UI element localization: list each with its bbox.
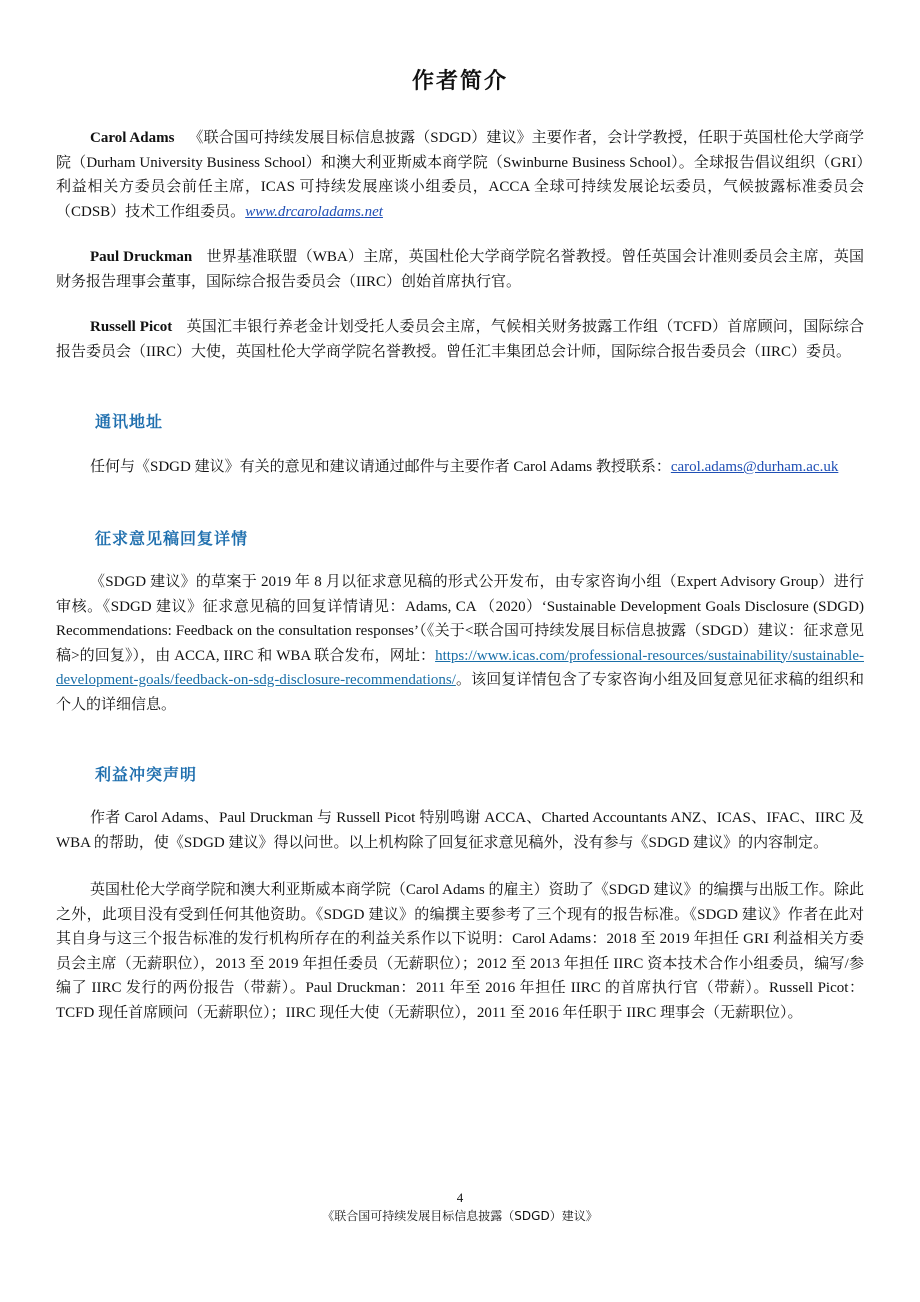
consultation-heading: 征求意见稿回复详情 — [95, 529, 249, 548]
author-bio-carol-adams — [56, 126, 864, 224]
conflict-paragraph-2: 英国杜伦大学商学院和澳大利亚斯威本商学院（Carol Adams 的雇主）资助了《SDGD 建议》的编撰与出版工作。除此之外，此项目没有受到任何其他资助。《SDGD 建议》的编撰主要参考了三个现有的报告标准。《SDGD 建议》作者在此对其自身与这三个报告标准的发行机构所存在的利益关系作以下说明：Carol Adams：2018 至 2019 年担任 GRI 利益相关方委员会主席（无薪职位），2013 至 2019 年担任委员（无薪职位）；2012 至 2013 年担任 IIRC 资本技术合作小组委员，编写/参编了 IIRC 发行的两份报告（带薪）。Paul Druckman：2011 年至 2016 年担任 IIRC 的首席执行官（带薪）。Russell Picot：TCFD 现任首席顾问（无薪职位）；IIRC 现任大使（无薪职位），2011 至 2016 年任职于 IIRC 理事会（无薪职位）。 — [56, 882, 864, 1021]
author-name: Carol Adams — [90, 130, 175, 146]
contact-heading: 通讯地址 — [95, 412, 164, 431]
consultation-url-link[interactable]: https://www.icas.com/professional-resources/sustainability/sustainable-development-goals/feedback-on-sdg-disclosure-recommendations/ — [56, 647, 864, 688]
consultation-text: 《SDGD 建议》的草案于 2019 年 8 月以征求意见稿的形式公开发布，由专家咨询小组（Expert Advisory Group）进行审核。《SDGD 建议》征求意见稿的回复详情请见：Adams, CA （2020）‘Sustainable Development Goals Disclosure (SDGD) Recommendations: Feedback on the consultation responses’（《关于<联合国可持续发展目标信息披露（SDGD）建议：征求意见稿>的回复》），由 ACCA, IIRC 和 WBA 联合发布，网址： — [56, 574, 864, 664]
author-name: Paul Druckman — [90, 249, 193, 265]
contact-email-link[interactable]: carol.adams@durham.ac.uk — [670, 459, 839, 475]
conflict-heading: 利益冲突声明 — [95, 765, 198, 784]
author-bio-text: 《联合国可持续发展目标信息披露（SDGD）建议》主要作者，会计学教授，任职于英国杜伦大学商学院（Durham University Business School）和澳大利亚斯威本商学院（Swinburne Business School）。全球报告倡议组织（GRI）利益相关方委员会前任主席，ICAS 可持续发展座谈小组委员，ACCA 全球可持续发展论坛委员，气候披露标准委员会（CDSB）技术工作组委员。 — [56, 130, 864, 220]
author-bio-russell-picot — [56, 315, 864, 364]
consultation-paragraph — [56, 570, 864, 717]
author-bio-text: 世界基准联盟（WBA）主席，英国杜伦大学商学院名誉教授。曾任英国会计准则委员会主席，英国财务报告理事会董事，国际综合报告委员会（IIRC）创始首席执行官。 — [56, 249, 865, 290]
contact-text: 任何与《SDGD 建议》有关的意见和建议请通过邮件与主要作者 Carol Adams 教授联系： — [90, 459, 671, 475]
author-name: Russell Picot — [90, 319, 173, 335]
author-bio-text: 英国汇丰银行养老金计划受托人委员会主席，气候相关财务披露工作组（TCFD）首席顾问，国际综合报告委员会（IIRC）大使，英国杜伦大学商学院名誉教授。曾任汇丰集团总会计师，国际综合报告委员会（IIRC）委员。 — [56, 319, 864, 360]
conflict-paragraph-1: 作者 Carol Adams、Paul Druckman 与 Russell Picot 特别鸣谢 ACCA、Charted Accountants ANZ、ICAS、IFAC、IIRC 及 WBA 的帮助，使《SDGD 建议》得以问世。以上机构除了回复征求意见稿外，没有参与《SDGD 建议》的内容制定。 — [56, 810, 864, 851]
contact-paragraph — [56, 455, 864, 480]
footer-doc-title: 《联合国可持续发展目标信息披露（SDGD）建议》 — [322, 1209, 598, 1223]
consultation-text-after: 。该回复详情包含了专家咨询小组及回复意见征求稿的组织和个人的详细信息。 — [56, 672, 864, 713]
author-bio-paul-druckman — [56, 245, 864, 294]
page-title: 作者简介 — [411, 69, 508, 94]
footer-page-number: 4 — [456, 1190, 464, 1205]
author-website-link[interactable]: www.drcaroladams.net — [245, 203, 383, 220]
